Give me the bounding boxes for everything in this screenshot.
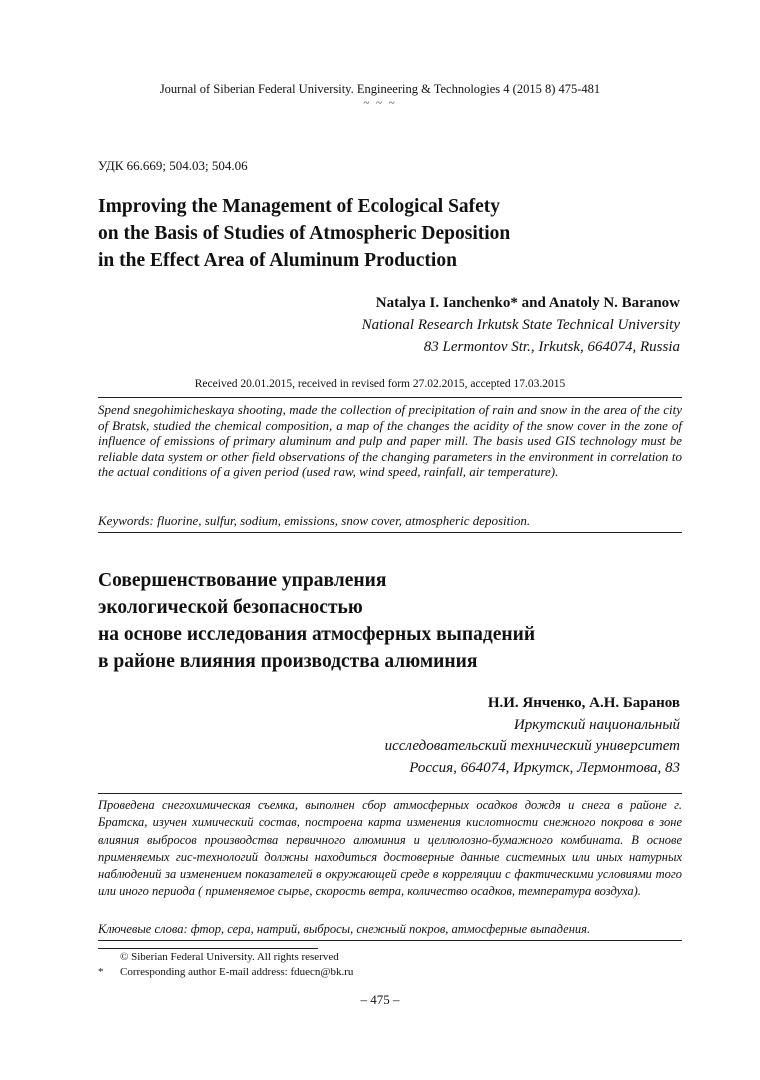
title-en — [98, 193, 598, 274]
abstract-bottom-rule — [98, 532, 682, 533]
received-dates: Received 20.01.2015, received in revised form 27.02.2015, accepted 17.03.2015 — [194, 378, 566, 390]
footnote-mark: * — [98, 966, 104, 978]
abstract-ru-bottom-rule — [98, 940, 682, 941]
footnote-copyright — [98, 951, 339, 963]
page-number: – 475 – — [360, 992, 400, 1007]
footnote-rule — [98, 948, 318, 949]
copyright-text: © Siberian Federal University. All rights reserved — [120, 951, 339, 963]
authors-ru: Н.И. Янченко, А.Н. Баранов — [487, 695, 680, 711]
title-ru-line: экологической безопасностью — [98, 597, 363, 618]
title-en-line: Improving the Management of Ecological Safety — [98, 196, 501, 217]
affiliation-ru-line: исследовательский технический университет — [384, 738, 680, 754]
udk-code: УДК 66.669; 504.03; 504.06 — [98, 158, 248, 173]
authors-en: Natalya I. Ianchenko* and Anatoly N. Baranow — [375, 295, 680, 311]
header-separator: ~ ~ ~ — [363, 97, 397, 109]
corresponding-email-text: Corresponding author E-mail address: fduecn@bk.ru — [120, 966, 354, 978]
abstract-top-rule — [98, 397, 682, 398]
keywords-ru: Ключевые слова: фтор, сера, натрий, выбросы, снежный покров, атмосферные выпадения. — [98, 922, 591, 936]
affiliation-ru-line: Иркутский национальный — [513, 717, 680, 733]
title-ru-line: на основе исследования атмосферных выпадений — [98, 624, 536, 645]
journal-header: Journal of Siberian Federal University. Engineering & Technologies 4 (2015 8) 475-481 — [159, 82, 601, 96]
abstract-en: Spend snegohimicheskaya shooting, made the collection of precipitation of rain and snow in the area of the city of Bratsk, studied the chemical composition, a map of the changes the acidity of the snow cover in the zone of influence of emissions of primary aluminum and pulp and paper mill. The basis used GIS technology must be reliable data system or other field observations of the changing parameters in the environment in correlation to the actual conditions of a given period (used raw, wind speed, rainfall, air temperature). — [98, 402, 682, 480]
title-en-line: in the Effect Area of Aluminum Production — [98, 250, 457, 271]
affiliation-ru-line: Россия, 664074, Иркутск, Лермонтова, 83 — [409, 760, 680, 776]
footnote-corresponding — [98, 966, 353, 978]
abstract-ru-top-rule — [98, 793, 682, 794]
title-ru — [98, 567, 598, 675]
title-ru-line: в районе влияния производства алюминия — [98, 651, 478, 672]
abstract-ru: Проведена снегохимическая съемка, выполнен сбор атмосферных осадков дождя и снега в районе г. Братска, изучен химический состав, построена карта изменения кислотности снежного покрова в зоне влияния выбросов производства первичного алюминия и целлюлозно-бумажного комбината. В основе применяемых гис-технологий должны находиться достоверные данные системных или иных натурных наблюдений за изменением показателей в окружающей среде в корреляции с фактическими условиями того или иного периода ( применяемое сырье, скорость ветра, количество осадков, температура воздуха). — [98, 798, 682, 899]
title-ru-line: Совершенствование управления — [98, 570, 387, 591]
keywords-en: Keywords: fluorine, sulfur, sodium, emissions, snow cover, atmospheric deposition. — [98, 513, 531, 528]
affiliation-en-line: 83 Lermontov Str., Irkutsk, 664074, Russia — [423, 339, 680, 355]
affiliation-en-line: National Research Irkutsk State Technical University — [361, 317, 680, 333]
title-en-line: on the Basis of Studies of Atmospheric Deposition — [98, 223, 511, 244]
